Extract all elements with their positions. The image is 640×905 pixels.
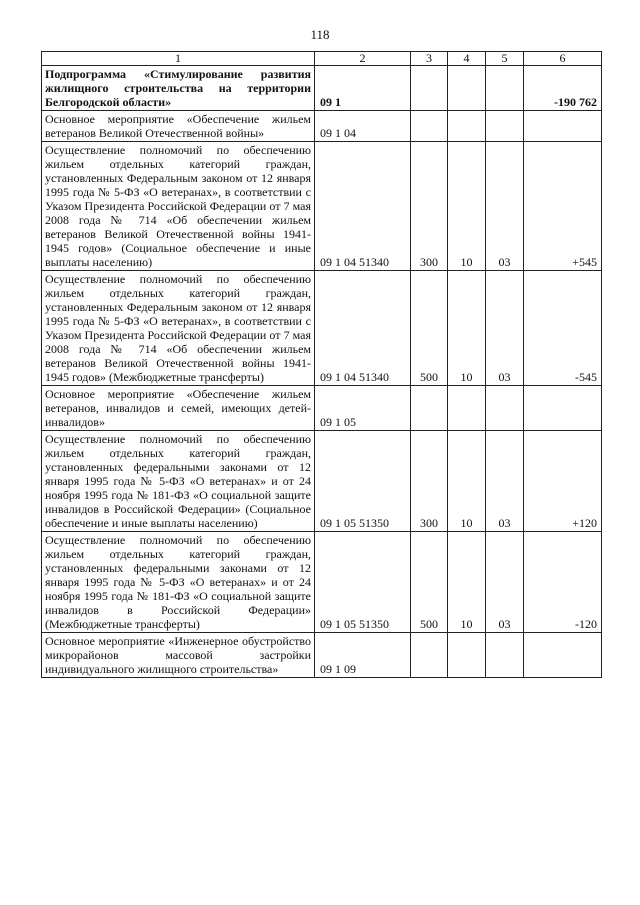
row-amount xyxy=(524,111,602,142)
row-code: 09 1 05 51350 xyxy=(315,532,411,633)
row-pr xyxy=(486,66,524,111)
row-code: 09 1 09 xyxy=(315,633,411,678)
row-pr: 03 xyxy=(486,431,524,532)
row-description: Осуществление полномочий по обеспечению жильем отдельных категорий граждан, установленных федеральными законами от 12 января 1995 года № 5-ФЗ «О ветеранах» и от 24 ноября 1995 года № 181-ФЗ «О социальной защите инвалидов в Российской Федерации» (Межбюджетные трансферты) xyxy=(42,532,315,633)
row-amount xyxy=(524,386,602,431)
row-amount xyxy=(524,633,602,678)
table-row xyxy=(42,66,602,111)
row-description: Подпрограмма «Стимулирование развития жилищного строительства на территории Белгородской области» xyxy=(42,66,315,111)
row-vr xyxy=(411,66,448,111)
row-description: Осуществление полномочий по обеспечению жильем отдельных категорий граждан, установленных федеральными законами от 12 января 1995 года № 5-ФЗ «О ветеранах» и от 24 ноября 1995 года № 181-ФЗ «О социальной защите инвалидов в Российской Федерации» (Социальное обеспечение и иные выплаты населению) xyxy=(42,431,315,532)
row-vr: 300 xyxy=(411,431,448,532)
header-cell: 3 xyxy=(411,52,448,66)
row-code: 09 1 xyxy=(315,66,411,111)
row-description: Основное мероприятие «Обеспечение жильем ветеранов Великой Отечественной войны» xyxy=(42,111,315,142)
row-amount: -545 xyxy=(524,271,602,386)
row-rz: 10 xyxy=(448,271,486,386)
row-code: 09 1 05 51350 xyxy=(315,431,411,532)
row-code: 09 1 05 xyxy=(315,386,411,431)
header-cell: 2 xyxy=(315,52,411,66)
row-pr: 03 xyxy=(486,271,524,386)
row-description: Основное мероприятие «Инженерное обустройство микрорайонов массовой застройки индивидуального жилищного строительства» xyxy=(42,633,315,678)
row-pr: 03 xyxy=(486,142,524,271)
row-description: Основное мероприятие «Обеспечение жильем ветеранов, инвалидов и семей, имеющих детей-инвалидов» xyxy=(42,386,315,431)
row-pr xyxy=(486,111,524,142)
row-code: 09 1 04 51340 xyxy=(315,271,411,386)
table-row xyxy=(42,532,602,633)
table-row xyxy=(42,431,602,532)
row-vr xyxy=(411,633,448,678)
table-row xyxy=(42,633,602,678)
row-rz xyxy=(448,111,486,142)
row-vr xyxy=(411,111,448,142)
row-code: 09 1 04 xyxy=(315,111,411,142)
row-vr: 500 xyxy=(411,532,448,633)
row-vr: 300 xyxy=(411,142,448,271)
header-cell: 4 xyxy=(448,52,486,66)
table-row xyxy=(42,386,602,431)
row-vr xyxy=(411,386,448,431)
header-cell: 6 xyxy=(524,52,602,66)
row-rz: 10 xyxy=(448,142,486,271)
table-row xyxy=(42,111,602,142)
header-cell: 1 xyxy=(42,52,315,66)
row-rz xyxy=(448,66,486,111)
budget-table xyxy=(41,51,602,678)
row-rz: 10 xyxy=(448,431,486,532)
header-cell: 5 xyxy=(486,52,524,66)
table-row xyxy=(42,142,602,271)
row-code: 09 1 04 51340 xyxy=(315,142,411,271)
row-rz: 10 xyxy=(448,532,486,633)
row-description: Осуществление полномочий по обеспечению жильем отдельных категорий граждан, установленных Федеральным законом от 12 января 1995 года № 5-ФЗ «О ветеранах», в соответствии с Указом Президента Российской Федерации от 7 мая 2008 года № 714 «Об обеспечении жильем ветеранов Великой Отечественной войны 1941-1945 годов» (Социальное обеспечение и иные выплаты населению) xyxy=(42,142,315,271)
row-pr: 03 xyxy=(486,532,524,633)
row-vr: 500 xyxy=(411,271,448,386)
row-rz xyxy=(448,633,486,678)
row-rz xyxy=(448,386,486,431)
row-amount: -190 762 xyxy=(524,66,602,111)
row-pr xyxy=(486,386,524,431)
row-description: Осуществление полномочий по обеспечению жильем отдельных категорий граждан, установленных Федеральным законом от 12 января 1995 года № 5-ФЗ «О ветеранах», в соответствии с Указом Президента Российской Федерации от 7 мая 2008 года № 714 «Об обеспечении жильем ветеранов Великой Отечественной войны 1941-1945 годов» (Межбюджетные трансферты) xyxy=(42,271,315,386)
page-number: 118 xyxy=(310,27,330,42)
table-row xyxy=(42,271,602,386)
row-amount: +120 xyxy=(524,431,602,532)
header-row xyxy=(42,52,602,66)
row-amount: -120 xyxy=(524,532,602,633)
row-pr xyxy=(486,633,524,678)
row-amount: +545 xyxy=(524,142,602,271)
